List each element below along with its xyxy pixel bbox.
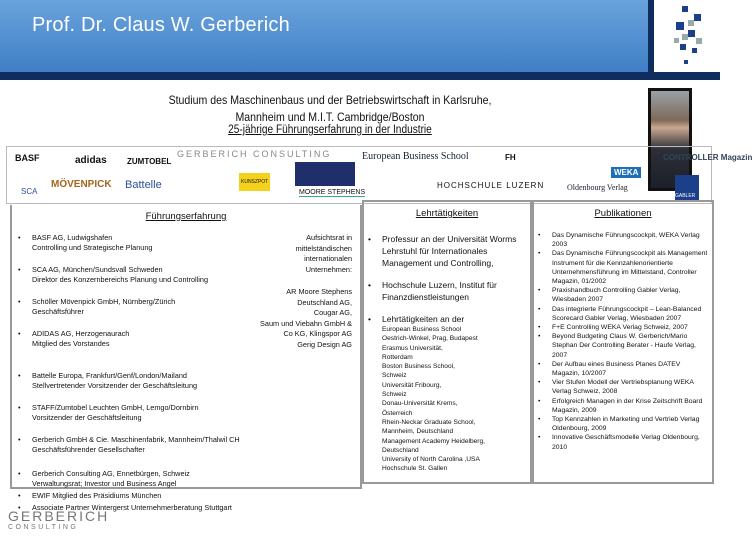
teaching-item — [366, 313, 524, 474]
teaching-panel — [362, 200, 532, 484]
leadership-item — [16, 435, 276, 455]
supervisory-text: Aufsichtsrat in — [306, 233, 352, 242]
school-line: Boston Business School, — [382, 363, 455, 371]
school-line: Österreich — [382, 409, 413, 417]
leadership-role: Direktor des Konzernbereichs Planung und Controlling — [32, 275, 209, 284]
leadership-role: Stellvertretender Vorsitzender der Geschäftsleitung — [32, 381, 198, 390]
intro-line: Studium des Maschinenbaus und der Betriebswirtschaft in Karlsruhe, — [168, 93, 492, 107]
company-logos — [6, 146, 752, 204]
cube-logo-icon — [654, 0, 720, 72]
board-mandate: AR Moore Stephens — [286, 287, 352, 296]
leadership-item — [16, 491, 276, 501]
logo-adidas: adidas — [75, 155, 107, 166]
logo-gabler: GABLER — [675, 175, 699, 201]
footer-logo-sub: CONSULTING — [8, 524, 79, 531]
leadership-company: • BASF AG, Ludwigshafen — [32, 233, 113, 242]
logo-fh: FH — [505, 153, 516, 162]
logo-oldenbourg: Oldenbourg Verlag — [567, 183, 628, 192]
leadership-role: Geschäftsführender Gesellschafter — [32, 445, 145, 454]
leadership-company: • Gerberich GmbH & Cie. Maschinenfabrik, Mannheim/Thalwil CH — [32, 435, 240, 444]
teaching-item: • Professur an der Universität Worms Lehrstuhl für Internationales Management und Controlling, — [366, 233, 524, 269]
school-line: Deutschland — [382, 446, 419, 454]
intro-line: Mannheim und M.I.T. Cambridge/Boston — [235, 110, 425, 124]
leadership-panel — [10, 205, 362, 512]
leadership-role: Geschäftsführer — [32, 307, 84, 316]
teaching-item: • Hochschule Luzern, Institut für Finanzdienstleistungen — [366, 279, 524, 303]
logo-kunszpot: KUNSZPOT — [239, 173, 270, 191]
publication-item: • Innovative Geschäftsmodelle Verlag Oldenbourg, 2010 — [536, 433, 708, 451]
logo-navy-block — [295, 162, 355, 186]
leadership-company: • STAFF/Zumtobel Leuchten GmbH, Lemgo/Dornbirn — [32, 403, 199, 412]
leadership-company: • SCA AG, München/Sundsvall Schweden — [32, 265, 163, 274]
leadership-role: Vorsitzender der Geschäftsleitung — [32, 413, 142, 422]
school-line: Oestrich-Winkel, Prag, Budapest — [382, 335, 478, 343]
title-banner — [0, 0, 648, 72]
school-line: Management Academy Heidelberg, — [382, 437, 485, 445]
school-line: Erasmus Universität, — [382, 344, 443, 352]
cube-logo — [648, 0, 720, 72]
logo-movenpick: MÖVENPICK — [51, 179, 112, 190]
logo-zumtobel: ZUMTOBEL — [127, 157, 172, 166]
publication-item: • Das Dynamische Führungscockpit als Management Instrument für die Kennzahlenorientierte Unternehmensführung im Mittelstand, Controller Magazin, 01/2002 — [536, 249, 708, 286]
logo-hslu: HOCHSCHULE LUZERN — [437, 181, 545, 190]
leadership-item — [16, 469, 276, 489]
leadership-role: Mitglied des Vorstandes — [32, 339, 110, 348]
leadership-role: Controlling und Strategische Planung — [32, 243, 153, 252]
leadership-item — [16, 371, 276, 391]
school-line: Rhein-Neckar Graduate School, — [382, 418, 476, 426]
leadership-company: • ADIDAS AG, Herzogenaurach — [32, 329, 130, 338]
leadership-company: • Associate Partner Wintergerst Unternehmerberatung Stuttgart — [32, 503, 232, 512]
page-title: Prof. Dr. Claus W. Gerberich — [32, 14, 290, 36]
teaching-heading: Lehrtätigkeiten — [415, 208, 479, 219]
supervisory-text: mittelständischen — [295, 243, 352, 253]
school-line: Rotterdam — [382, 353, 413, 361]
publication-item: • Der Aufbau eines Business Planes DATEV Magazin, 10/2007 — [536, 360, 708, 378]
leadership-item — [16, 403, 276, 423]
publication-item: • Das Dynamische Führungscockpit, WEKA Verlag 2003 — [536, 231, 708, 249]
school-line: Universität Fribourg, — [382, 381, 442, 389]
logo-gerberich: GERBERICH CONSULTING — [177, 149, 332, 159]
board-mandate: Co KG, Klingspor AG — [283, 329, 352, 338]
publication-item: • Praxishandbuch Controlling Gabler Verlag, Wiesbaden 2007 — [536, 286, 708, 304]
leadership-role: Verwaltungsrat; Investor und Business Angel — [32, 479, 177, 488]
publications-heading: Publikationen — [594, 208, 652, 219]
logo-moore-stephens: MOORE STEPHENS — [299, 189, 366, 196]
logo-weka: WEKA — [611, 167, 641, 178]
publication-item: • F+E Controlling WEKA Verlag Schweiz, 2007 — [536, 323, 708, 332]
leadership-heading: Führungserfahrung — [145, 211, 227, 222]
school-line: Mannheim, Deutschland — [382, 428, 454, 436]
header-divider — [0, 72, 720, 80]
supervisory-text: internationalen — [304, 254, 352, 263]
leadership-company: • Gerberich Consulting AG, Ennetbürgen, Schweiz — [32, 469, 190, 478]
board-mandate: Cougar AG, — [313, 308, 352, 317]
school-line: Donau-Universität Krems, — [382, 400, 458, 408]
publication-item: • Erfolgreich Managen in der Krise Zeitschrift Board Magazin, 2009 — [536, 397, 708, 415]
school-line: Schweiz — [382, 391, 407, 399]
teaching-item-label: Lehrtätigkeiten an der — [382, 314, 465, 324]
school-line: European Business School — [382, 326, 462, 333]
publication-item: • Vier Stufen Modell der Vertriebsplanung WEKA Verlag Schweiz, 2008 — [536, 378, 708, 396]
school-line: Schweiz — [382, 372, 407, 380]
publications-panel — [532, 200, 714, 484]
logo-controller: CONTROLLER Magazin — [663, 153, 752, 162]
logo-sca: SCA — [21, 187, 38, 196]
school-line: University of North Carolina ,USA — [382, 456, 480, 464]
leadership-company: • Schöller Mövenpick GmbH, Nürnberg/Zürich — [32, 297, 176, 306]
publication-item: • Top Kennzahlen in Marketing und Vertrieb Verlag Oldenbourg, 2009 — [536, 415, 708, 433]
publication-item: • Das integrierte Führungscockpit – Lean-Balanced Scorecard Gabler Verlag, Wiesbaden 2007 — [536, 305, 708, 323]
footer-logo-name: GERBERICH — [8, 508, 110, 524]
logo-ebs: European Business School — [362, 151, 469, 162]
school-line: Hochschule St. Gallen — [382, 465, 448, 473]
board-mandate: Deutschland AG, — [297, 297, 352, 307]
board-mandate: Saum und Viebahn GmbH & — [260, 318, 352, 328]
logo-basf: BASF — [15, 153, 40, 163]
board-mandate: Gerig Design AG — [297, 339, 352, 349]
leadership-company: • EWIF Mitglied des Präsidiums München — [32, 491, 162, 500]
footer-logo — [8, 508, 109, 531]
publication-item: • Beyond Budgeting Claus W. Gerberich/Mario Stephan Der Controlling Berater - Haufe Verlag, 2007 — [536, 332, 708, 360]
logo-battelle: Battelle — [125, 179, 162, 191]
supervisory-board — [222, 233, 352, 350]
intro-text — [110, 92, 550, 126]
leadership-company: • Battelle Europa, Frankfurt/Genf/London/Mailand — [32, 371, 187, 380]
supervisory-text: Unternehmen: — [305, 264, 352, 274]
intro-subtitle: 25-jährige Führungserfahrung in der Industrie — [228, 124, 432, 136]
